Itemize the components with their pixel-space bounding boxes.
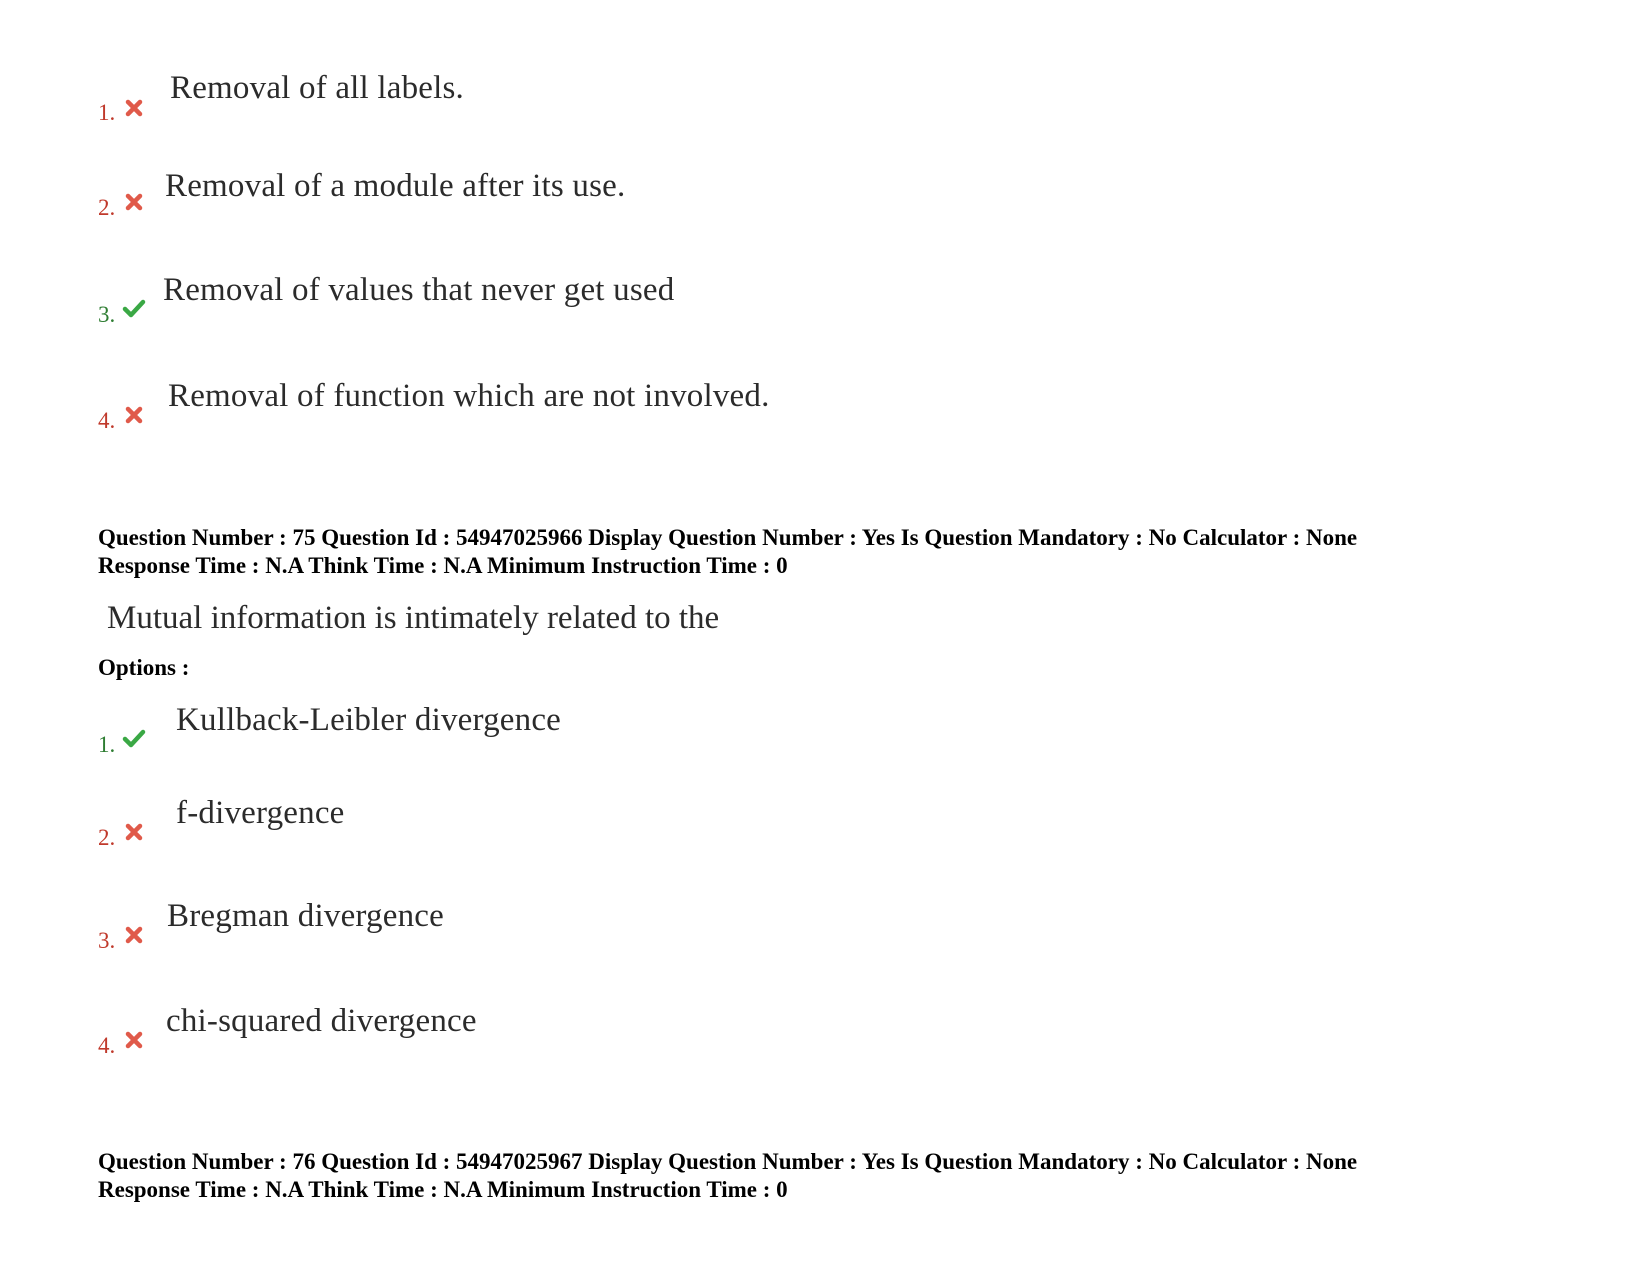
cross-icon (124, 1030, 144, 1050)
question-meta-line1: Question Number : 75 Question Id : 54947025966 Display Question Number : Yes Is Question Mandatory : No Calculator : None (98, 525, 1358, 550)
option-number: 2. (98, 195, 116, 220)
question-meta (98, 524, 1357, 580)
option-text: Kullback-Leibler divergence (176, 702, 562, 738)
cross-icon (124, 192, 144, 212)
option-row (0, 795, 1200, 855)
option-text: f-divergence (176, 795, 345, 831)
question-meta (98, 1148, 1357, 1204)
option-number: 4. (98, 1033, 116, 1058)
option-row (0, 898, 1200, 958)
option-number: 3. (98, 302, 116, 327)
option-row (0, 270, 1200, 330)
option-number: 1. (98, 100, 116, 125)
cross-icon (124, 925, 144, 945)
question-text: Mutual information is intimately related to the (107, 600, 720, 636)
option-row (0, 170, 1200, 230)
question-meta-line2: Response Time : N.A Think Time : N.A Minimum Instruction Time : 0 (98, 553, 788, 578)
option-number: 4. (98, 408, 116, 433)
option-number: 1. (98, 732, 116, 757)
option-text: Bregman divergence (167, 898, 444, 934)
option-text: chi-squared divergence (166, 1003, 477, 1039)
option-text: Removal of a module after its use. (165, 168, 626, 204)
option-text: Removal of function which are not involved. (168, 378, 770, 414)
cross-icon (124, 405, 144, 425)
option-text: Removal of all labels. (170, 70, 464, 106)
question-meta-line1: Question Number : 76 Question Id : 54947025967 Display Question Number : Yes Is Question Mandatory : No Calculator : None (98, 1149, 1358, 1174)
option-row (0, 700, 1200, 760)
option-text: Removal of values that never get used (163, 272, 675, 308)
option-number: 3. (98, 928, 116, 953)
question-meta-line2: Response Time : N.A Think Time : N.A Minimum Instruction Time : 0 (98, 1177, 788, 1202)
checkmark-icon (122, 298, 146, 318)
cross-icon (124, 98, 144, 118)
option-row (0, 70, 1200, 130)
option-row (0, 378, 1200, 438)
checkmark-icon (122, 728, 146, 748)
option-row (0, 1003, 1200, 1063)
cross-icon (124, 822, 144, 842)
options-label: Options : (98, 655, 190, 680)
option-number: 2. (98, 825, 116, 850)
